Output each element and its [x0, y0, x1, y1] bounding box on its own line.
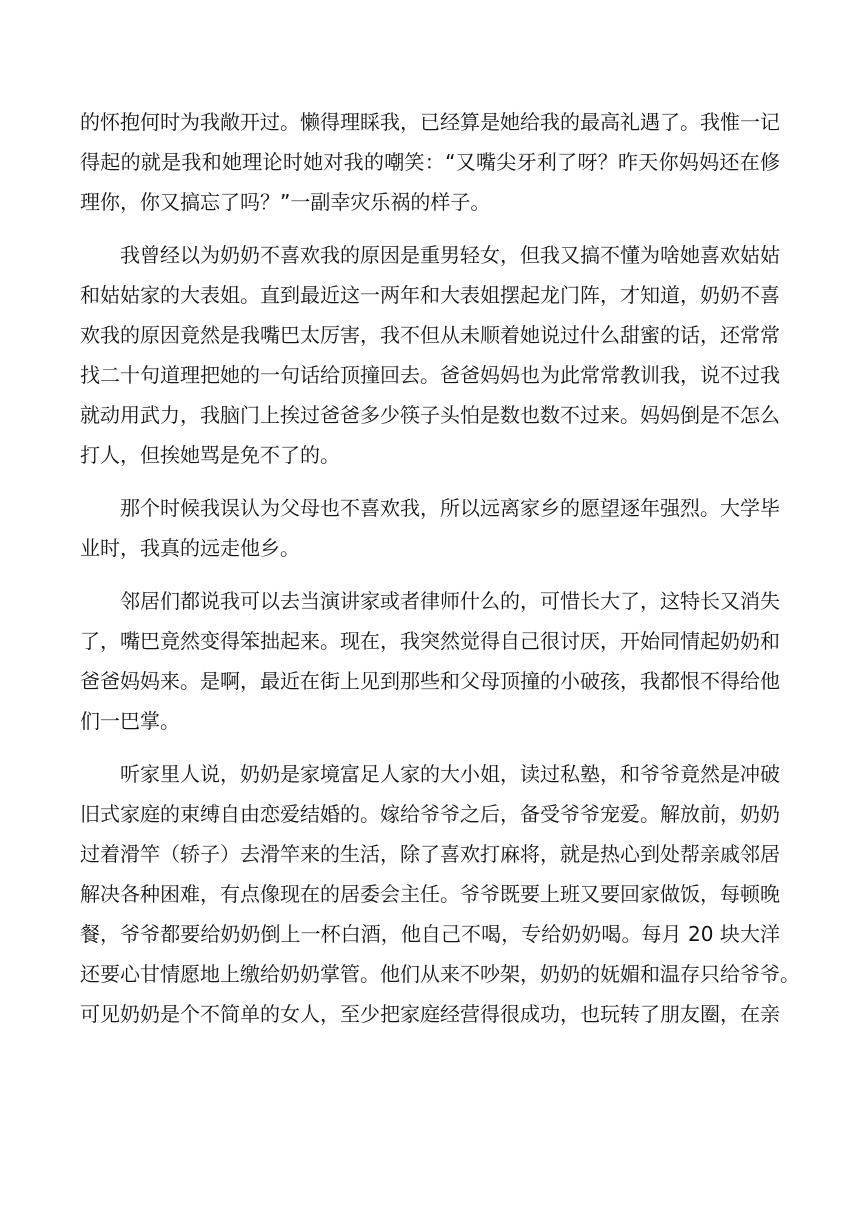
- text-line: 旧式家庭的束缚自由恋爱结婚的。嫁给爷爷之后，备受爷爷宠爱。解放前，奶奶: [80, 802, 780, 826]
- paragraph: [80, 235, 780, 475]
- text-line: 打人，但挨她骂是免不了的。: [80, 443, 340, 467]
- text-line: 那个时候我误认为父母也不喜欢我，所以远离家乡的愿望逐年强烈。大学毕: [120, 496, 780, 520]
- paragraph: [80, 488, 780, 568]
- text-line: 欢我的原因竟然是我嘴巴太厉害，我不但从未顺着她说过什么甜蜜的话，还常常: [80, 323, 780, 347]
- paragraph: [80, 754, 800, 1034]
- text-line: 可见奶奶是个不简单的女人，至少把家庭经营得很成功，也玩转了朋友圈，在亲: [80, 1002, 780, 1026]
- text-line: 爸爸妈妈来。是啊，最近在街上见到那些和父母顶撞的小破孩，我都恨不得给他: [80, 669, 780, 693]
- text-line: 餐，爷爷都要给奶奶倒上一杯白酒，他自己不喝，专给奶奶喝。每月 20 块大洋: [80, 922, 780, 946]
- text-line: 找二十句道理把她的一句话给顶撞回去。爸爸妈妈也为此常常教训我，说不过我: [80, 363, 780, 387]
- text-line: 的怀抱何时为我敞开过。懒得理睬我，已经算是她给我的最高礼遇了。我惟一记: [80, 110, 780, 134]
- paragraph: [80, 581, 780, 741]
- text-line: 我曾经以为奶奶不喜欢我的原因是重男轻女，但我又搞不懂为啥她喜欢姑姑: [120, 243, 780, 267]
- text-line: 和姑姑家的大表姐。直到最近这一两年和大表姐摆起龙门阵，才知道，奶奶不喜: [80, 283, 780, 307]
- text-line: 解决各种困难，有点像现在的居委会主任。爷爷既要上班又要回家做饭，每顿晚: [80, 882, 780, 906]
- paragraph: [80, 102, 780, 222]
- text-line: 理你，你又搞忘了吗？”一副幸灾乐祸的样子。: [80, 190, 491, 214]
- text-line: 们一巴掌。: [80, 709, 180, 733]
- text-line: 得起的就是我和她理论时她对我的嘲笑：“又嘴尖牙利了呀？昨天你妈妈还在修: [80, 150, 780, 174]
- body-text: [80, 102, 800, 1034]
- text-line: 邻居们都说我可以去当演讲家或者律师什么的，可惜长大了，这特长又消失: [120, 589, 780, 613]
- text-line: 听家里人说，奶奶是家境富足人家的大小姐，读过私塾，和爷爷竟然是冲破: [120, 762, 780, 786]
- text-line: 还要心甘情愿地上缴给奶奶掌管。他们从来不吵架，奶奶的妩媚和温存只给爷爷。: [80, 962, 800, 986]
- text-line: 业时，我真的远走他乡。: [80, 536, 300, 560]
- text-line: 过着滑竿（轿子）去滑竿来的生活，除了喜欢打麻将，就是热心到处帮亲戚邻居: [80, 842, 780, 866]
- text-line: 就动用武力，我脑门上挨过爸爸多少筷子头怕是数也数不过来。妈妈倒是不怎么: [80, 403, 780, 427]
- text-line: 了，嘴巴竟然变得笨拙起来。现在，我突然觉得自己很讨厌，开始同情起奶奶和: [80, 629, 780, 653]
